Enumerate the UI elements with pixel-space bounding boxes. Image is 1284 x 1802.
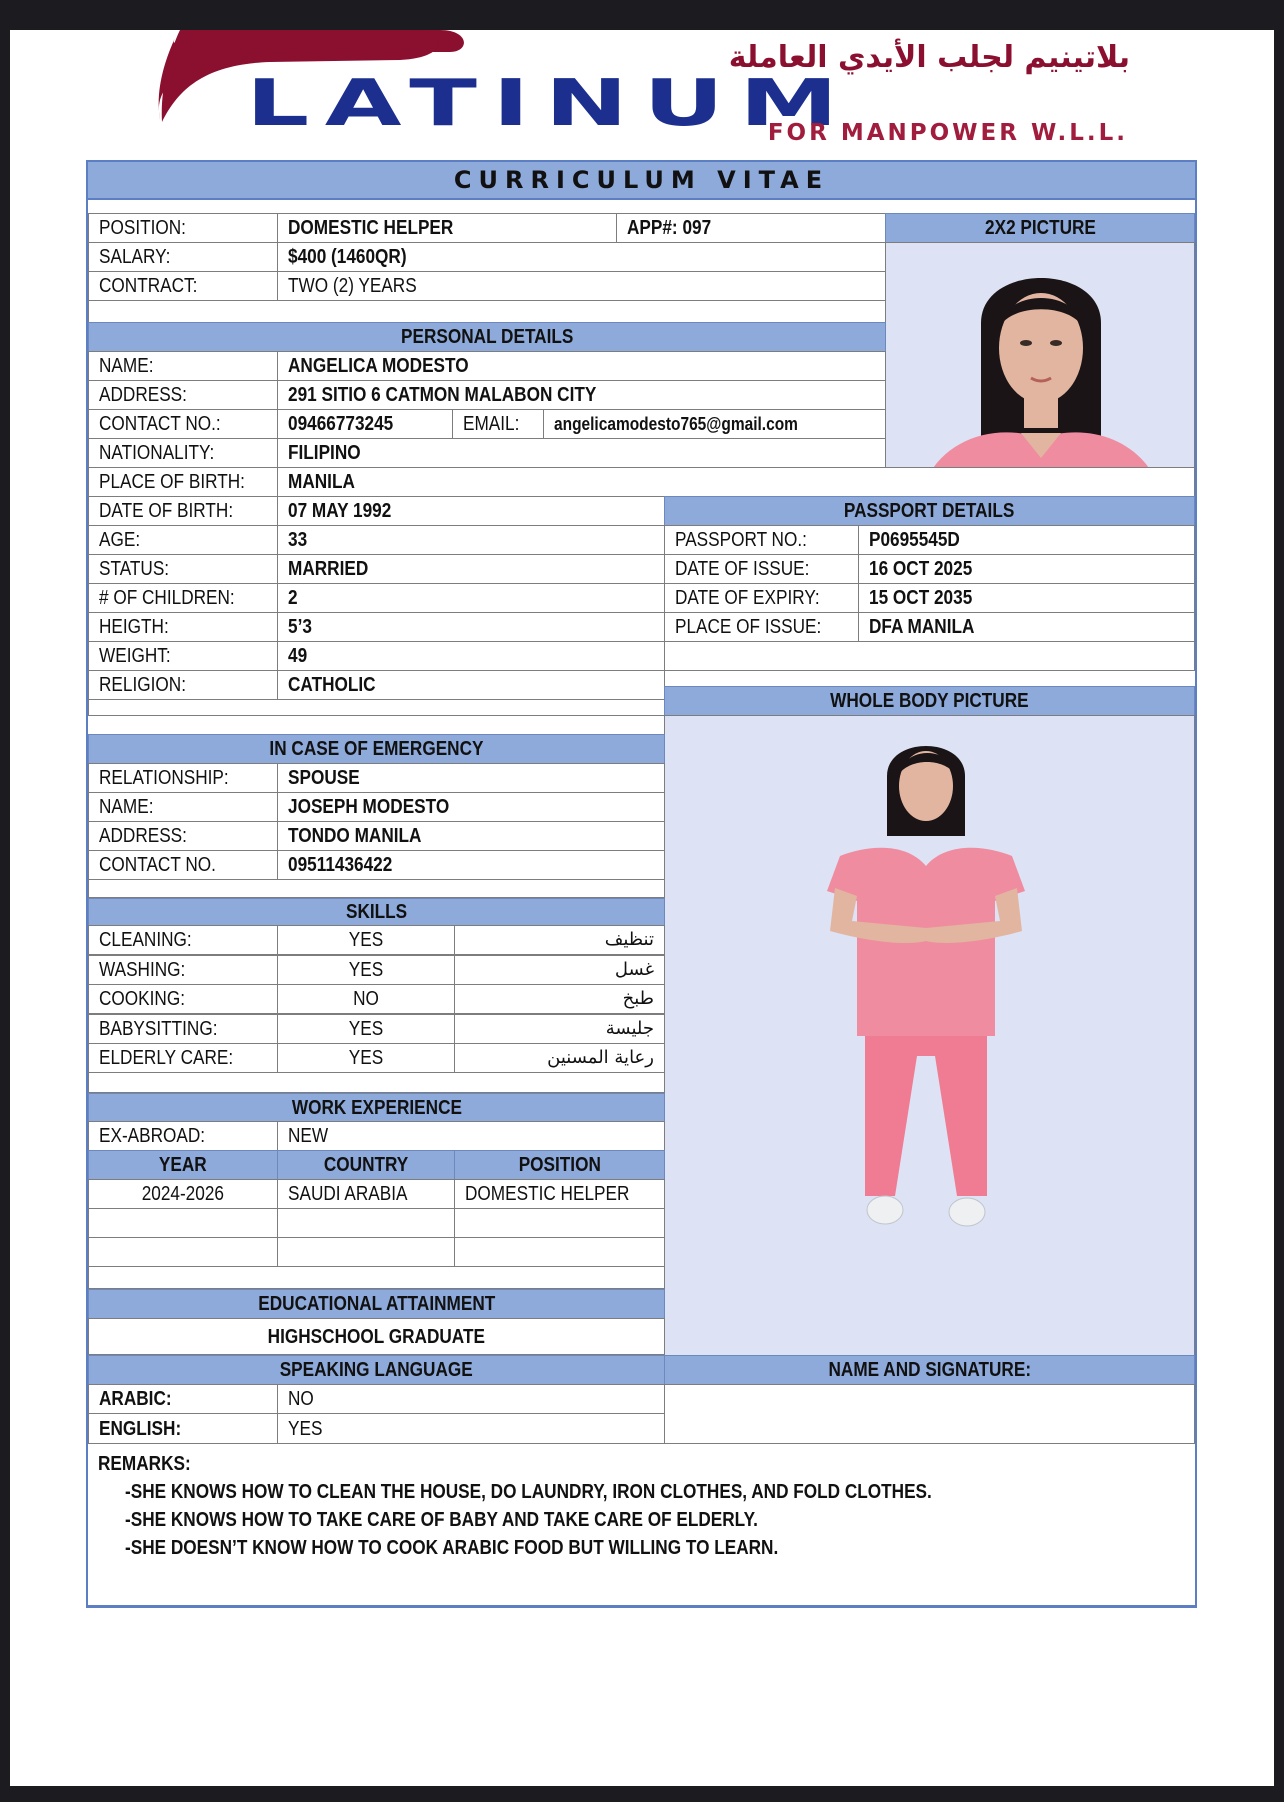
place-of-birth-value: MANILA xyxy=(277,467,1195,497)
education-header: EDUCATIONAL ATTAINMENT xyxy=(88,1289,665,1319)
app-number: APP#: 097 xyxy=(616,213,886,243)
date-of-birth-value: 07 MAY 1992 xyxy=(277,496,665,526)
emergency-address-value: TONDO MANILA xyxy=(277,821,665,851)
ex-abroad-value: NEW xyxy=(277,1121,665,1151)
religion-value: CATHOLIC xyxy=(277,670,665,700)
skill-arabic: غسل xyxy=(454,955,665,985)
skill-arabic: جليسة xyxy=(454,1014,665,1044)
children-label: # OF CHILDREN: xyxy=(88,583,278,613)
skill-label: COOKING: xyxy=(88,984,278,1014)
position-value: DOMESTIC HELPER xyxy=(277,213,617,243)
whole-body-header: WHOLE BODY PICTURE xyxy=(664,686,1195,716)
work-column-country: COUNTRY xyxy=(277,1150,455,1180)
speaking-language-header: SPEAKING LANGUAGE xyxy=(88,1355,665,1385)
skill-value: YES xyxy=(277,955,455,985)
address-value: 291 SITIO 6 CATMON MALABON CITY xyxy=(277,380,886,410)
passport-header: PASSPORT DETAILS xyxy=(664,496,1195,526)
skill-value: YES xyxy=(277,925,455,955)
date-of-birth-label: DATE OF BIRTH: xyxy=(88,496,278,526)
skill-arabic: تنظيف xyxy=(454,925,665,955)
spacer-row xyxy=(88,300,886,323)
company-name-arabic: بلاتينيم لجلب الأيدي العاملة xyxy=(728,40,1130,75)
position-label: POSITION: xyxy=(88,213,278,243)
religion-label: RELIGION: xyxy=(88,670,278,700)
skill-arabic: طبخ xyxy=(454,984,665,1014)
age-value: 33 xyxy=(277,525,665,555)
document-title: CURRICULUM VITAE xyxy=(88,162,1195,200)
date-of-expiry-label: DATE OF EXPIRY: xyxy=(664,583,859,613)
work-position xyxy=(454,1237,665,1267)
age-label: AGE: xyxy=(88,525,278,555)
nationality-value: FILIPINO xyxy=(277,438,886,468)
education-value: HIGHSCHOOL GRADUATE xyxy=(88,1318,665,1355)
arabic-value: NO xyxy=(277,1384,665,1414)
spacer-row xyxy=(664,641,1195,671)
children-value: 2 xyxy=(277,583,665,613)
nationality-label: NATIONALITY: xyxy=(88,438,278,468)
remark-line: -SHE KNOWS HOW TO TAKE CARE OF BABY AND TAKE CARE OF ELDERLY. xyxy=(125,1509,758,1531)
skill-label: BABYSITTING: xyxy=(88,1014,278,1044)
company-name: LATINUM xyxy=(246,67,854,141)
remarks-title: REMARKS: xyxy=(98,1453,191,1475)
place-of-issue-value: DFA MANILA xyxy=(858,612,1195,642)
skill-label: WASHING: xyxy=(88,955,278,985)
passport-no-label: PASSPORT NO.: xyxy=(664,525,859,555)
work-position xyxy=(454,1208,665,1238)
work-country: SAUDI ARABIA xyxy=(277,1179,455,1209)
spacer-row xyxy=(88,879,665,898)
personal-details-header: PERSONAL DETAILS xyxy=(88,322,886,352)
work-year xyxy=(88,1237,278,1267)
whole-body-photo xyxy=(664,715,1195,1357)
address-label: ADDRESS: xyxy=(88,380,278,410)
spacer-row xyxy=(88,1072,665,1093)
company-tagline: FOR MANPOWER W.L.L. xyxy=(767,120,1128,146)
salary-label: SALARY: xyxy=(88,242,278,272)
skill-label: CLEANING: xyxy=(88,925,278,955)
remark-line: -SHE DOESN’T KNOW HOW TO COOK ARABIC FOOD BUT WILLING TO LEARN. xyxy=(125,1537,779,1559)
place-of-birth-label: PLACE OF BIRTH: xyxy=(88,467,278,497)
work-column-year: YEAR xyxy=(88,1150,278,1180)
company-logo xyxy=(150,30,1140,148)
remarks-section xyxy=(88,1447,1195,1605)
date-of-issue-label: DATE OF ISSUE: xyxy=(664,554,859,584)
portrait-icon xyxy=(886,243,1195,479)
emergency-name-label: NAME: xyxy=(88,792,278,822)
emergency-relationship-label: RELATIONSHIP: xyxy=(88,763,278,793)
emergency-contact-label: CONTACT NO. xyxy=(88,850,278,880)
status-value: MARRIED xyxy=(277,554,665,584)
date-of-expiry-value: 15 OCT 2035 xyxy=(858,583,1195,613)
emergency-contact-value: 09511436422 xyxy=(277,850,665,880)
skill-arabic: رعاية المسنين xyxy=(454,1043,665,1073)
date-of-issue-value: 16 OCT 2025 xyxy=(858,554,1195,584)
skill-value: NO xyxy=(277,984,455,1014)
contact-label: CONTACT NO.: xyxy=(88,409,278,439)
work-column-position: POSITION xyxy=(454,1150,665,1180)
work-country xyxy=(277,1237,455,1267)
spacer-row xyxy=(88,1266,665,1289)
signature-field[interactable] xyxy=(664,1384,1195,1444)
skill-value: YES xyxy=(277,1043,455,1073)
work-country xyxy=(277,1208,455,1238)
signature-header: NAME AND SIGNATURE: xyxy=(664,1355,1195,1385)
weight-value: 49 xyxy=(277,641,665,671)
portrait-photo xyxy=(885,242,1195,479)
spacer-row xyxy=(88,699,665,716)
skill-value: YES xyxy=(277,1014,455,1044)
email-value: angelicamodesto765@gmail.com xyxy=(543,409,886,439)
english-value: YES xyxy=(277,1413,665,1444)
emergency-address-label: ADDRESS: xyxy=(88,821,278,851)
work-year xyxy=(88,1208,278,1238)
arabic-label: ARABIC: xyxy=(88,1384,278,1414)
ex-abroad-label: EX-ABROAD: xyxy=(88,1121,278,1151)
remark-line: -SHE KNOWS HOW TO CLEAN THE HOUSE, DO LAUNDRY, IRON CLOTHES, AND FOLD CLOTHES. xyxy=(125,1481,932,1503)
skills-header: SKILLS xyxy=(88,898,665,926)
name-value: ANGELICA MODESTO xyxy=(277,351,886,381)
height-label: HEIGTH: xyxy=(88,612,278,642)
skill-label: ELDERLY CARE: xyxy=(88,1043,278,1073)
whole-body-icon xyxy=(665,716,1195,1357)
contract-value: TWO (2) YEARS xyxy=(277,271,886,301)
english-label: ENGLISH: xyxy=(88,1413,278,1444)
place-of-issue-label: PLACE OF ISSUE: xyxy=(664,612,859,642)
work-year: 2024-2026 xyxy=(88,1179,278,1209)
salary-value: $400 (1460QR) xyxy=(277,242,886,272)
emergency-header: IN CASE OF EMERGENCY xyxy=(88,734,665,764)
work-position: DOMESTIC HELPER xyxy=(454,1179,665,1209)
height-value: 5’3 xyxy=(277,612,665,642)
status-label: STATUS: xyxy=(88,554,278,584)
name-label: NAME: xyxy=(88,351,278,381)
weight-label: WEIGHT: xyxy=(88,641,278,671)
contact-value: 09466773245 xyxy=(277,409,453,439)
work-experience-header: WORK EXPERIENCE xyxy=(88,1093,665,1122)
picture-header: 2X2 PICTURE xyxy=(885,213,1195,243)
contract-label: CONTRACT: xyxy=(88,271,278,301)
emergency-name-value: JOSEPH MODESTO xyxy=(277,792,665,822)
email-label: EMAIL: xyxy=(452,409,544,439)
passport-no-value: P0695545D xyxy=(858,525,1195,555)
emergency-relationship-value: SPOUSE xyxy=(277,763,665,793)
